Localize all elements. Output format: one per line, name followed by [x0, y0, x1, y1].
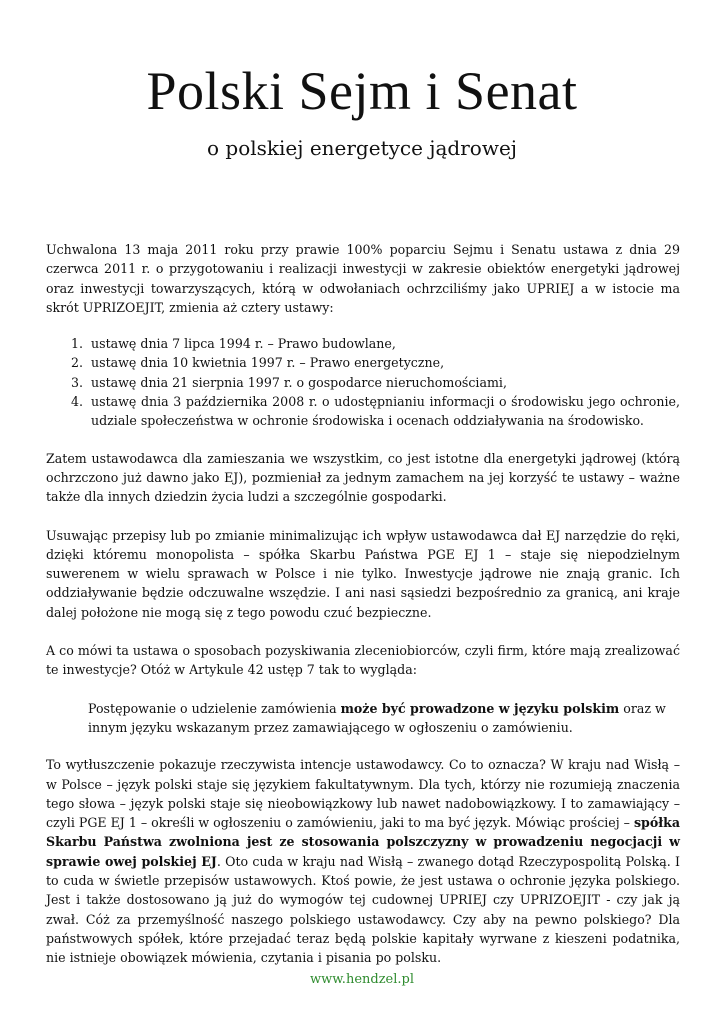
paragraph-5-emphasis: spółka Skarbu Państwa zwolniona jest ze stosowania polszczyzny w prowadzeniu negocjacji w sprawie owej polskiej EJ: [46, 815, 680, 869]
footer-link[interactable]: www.hendzel.pl: [309, 972, 415, 987]
quote-text: Postępowanie o udzielenie zamówienia: [88, 700, 341, 716]
laws-list: [46, 334, 680, 430]
paragraph-5-text: To wytłuszczenie pokazuje rzeczywista intencje ustawodawcy. Co to oznacza? W kraju nad Wisłą – w Polsce – język polski staje się językiem fakultatywnym. Dla tych, którzy nie rozumieją znaczenia tego słowa – język polski staje się nieobowiązkowy lub nawet nadobowiązkowy. I to zamawiający – czyli PGE EJ 1 – określi w ogłoszeniu o zamówieniu, jaki to ma być język. Mówiąc prościej –: [46, 757, 680, 831]
list-item: 2. ustawę dnia 10 kwietnia 1997 r. – Prawo energetyczne,: [87, 353, 680, 372]
list-item: 4. ustawę dnia 3 października 2008 r. o udostępnianiu informacji o środowisku jego ochronie, udziale społeczeństwa w ochronie środowiska i ocenach oddziaływania na środowisko.: [87, 392, 680, 431]
quoted-article: [88, 699, 680, 738]
intro-paragraph: Uchwalona 13 maja 2011 roku przy prawie 100% poparciu Sejmu i Senatu ustawa z dnia 29 czerwca 2011 r. o przygotowaniu i realizacji inwestycji w zakresie obiektów energetyki jądrowej oraz inwestycji towarzyszących, którą w odwołaniach ochrzciliśmy jako UPRIEJ a w istocie ma skrót UPRIZOEJIT, zmienia aż cztery ustawy:: [46, 242, 680, 315]
page-title: Polski Sejm i Senat: [146, 61, 578, 121]
page-subtitle: o polskiej energetyce jądrowej: [207, 136, 517, 160]
paragraph-5: [46, 755, 680, 967]
list-item: 1. ustawę dnia 7 lipca 1994 r. – Prawo budowlane,: [87, 334, 680, 353]
paragraph-5-text-end: . Oto cuda w kraju nad Wisłą – zwanego dotąd Rzeczypospolitą Polską. I to cuda w świetle przepisów ustawowych. Ktoś powie, że jest ustawa o ochronie języka polskiego. Jest i także dostosowano ją już do wymogów tej cudownej UPRIEJ czy UPRIZOEJIT - czy jak ją zwał. Cóż za przemyślność naszego polskiego ustawodawcy. Czy aby na pewno polskiego? Dla państwowych spółek, które przejadać teraz będą polskie kapitały wyrwane z kieszeni podatnika, nie istnieje obowiązek mówienia, czytania i pisania po polsku.: [46, 853, 680, 966]
paragraph-4: A co mówi ta ustawa o sposobach pozyskiwania zleceniobiorców, czyli firm, które mają zrealizować te inwestycje? Otóż w Artykule 42 ustęp 7 tak to wygląda:: [46, 643, 680, 678]
quote-emphasis: może być prowadzone w języku polskim: [340, 700, 620, 716]
paragraph-2: Zatem ustawodawca dla zamieszania we wszystkim, co jest istotne dla energetyki jądrowej (którą ochrzczono już dawno jako EJ), pozmieniał za jednym zamachem na jej korzyść te ustawy – ważne także dla innych dziedzin życia ludzi a szczególnie gospodarki.: [46, 450, 680, 505]
list-item: 3. ustawę dnia 21 sierpnia 1997 r. o gospodarce nieruchomościami,: [87, 373, 680, 392]
paragraph-3: Usuwając przepisy lub po zmianie minimalizując ich wpływ ustawodawca dał EJ narzędzie do ręki, dzięki któremu monopolista – spółka Skarbu Państwa PGE EJ 1 – staje się niepodzielnym suwerenem w wielu sprawach w Polsce i nie tylko. Inwestycje jądrowe nie znają granic. Ich oddziaływanie będzie odczuwalne wszędzie. I ani nasi sąsiedzi bezpośrednio za granicą, ani kraje dalej położone nie mogą się z tego powodu czuć bezpieczne.: [46, 527, 680, 620]
document-body: [46, 240, 680, 968]
quote-text-end: oraz w innym języku wskazanym przez zamawiającego w ogłoszeniu o zamówieniu.: [88, 700, 666, 735]
